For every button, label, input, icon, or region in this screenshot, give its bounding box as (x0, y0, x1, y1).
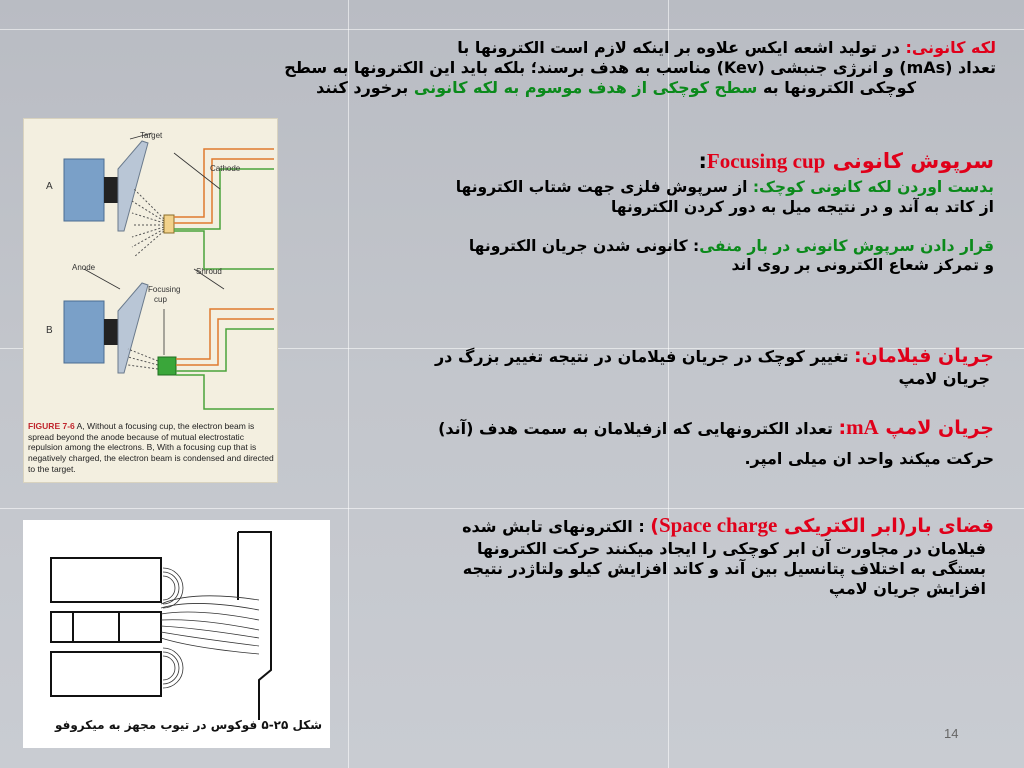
space-charge-text-4: افزایش جریان لامپ (828, 578, 986, 598)
space-charge-text-1: : الکترونهای تابش شده (462, 517, 651, 536)
space-charge-paren: (ابر الکتریکی (777, 515, 907, 537)
figure-caption (28, 421, 274, 474)
focal-spot-paragraph (16, 38, 996, 98)
cathode-label: Cathode (210, 164, 241, 173)
target-label: Target (140, 131, 163, 140)
small-focal-spot-label: بدست اوردن لکه کانونی کوچک: (752, 178, 994, 197)
focusing-cup-colon: : (698, 149, 707, 173)
space-charge-title: فضای بار (906, 515, 994, 537)
filament-current-title: جریان فیلامان: (854, 345, 994, 367)
figure-caption-text: A, Without a focusing cup, the electron beam is spread beyond the anode because of mutual electrostatic repulsion among the electrons. B, With a focusing cup that is negatively charged, the electron beam is condensed and directed to the target. (28, 421, 274, 474)
grid-line (0, 508, 1024, 509)
focus-tube-figure (23, 520, 330, 748)
focusing-cup-text-4: و تمرکز شعاع الکترونی بر روی اند (731, 256, 994, 275)
space-charge-close: ) (650, 515, 659, 537)
filament-current-text-2: جریان لامپ (898, 368, 990, 388)
focal-spot-title: لکه کانونی: (905, 38, 996, 57)
slide-number: 14 (944, 726, 959, 741)
focal-spot-highlight: سطح کوچکی از هدف موسوم به لکه کانونی (413, 78, 758, 97)
tube-current-title: جریان لامپ (878, 417, 994, 439)
focusing-cup-text-3: : کانونی شدن جریان الکترونها (468, 237, 700, 255)
focusing-cup-heading-en: Focusing cup (706, 149, 826, 173)
focusing-cup-label-2: cup (154, 295, 167, 304)
focusing-cup-text-2: از کاتد به آند و در نتیجه میل به دور کردن الکترونها (610, 197, 994, 216)
space-charge-text-3: بستگی به اختلاف پتانسیل بین آند و کاتد افزایش کیلو ولتاژدر نتیجه (462, 558, 986, 578)
tube-current-colon: : (838, 417, 847, 439)
tube-current-text: تعداد الکترونهایی که ازفیلامان به سمت هدف (آند) (438, 419, 839, 438)
filament-current-section (304, 345, 994, 389)
focal-spot-line-2: تعداد (mAs) و انرژی جنبشی (Kev) مناسب به هدف برسند؛ بلکه باید این الکترونها به سطح (284, 58, 996, 77)
anode-label: Anode (72, 263, 96, 272)
grid-line (0, 29, 1024, 30)
tube-current-unit: mA (846, 415, 879, 439)
shroud-label: Shroud (196, 267, 222, 276)
figure-bottom-caption: شکل ۲۵-۵ فوکوس در تیوب مجهز به میکروفو (54, 718, 322, 732)
space-charge-section (304, 512, 994, 599)
filament-current-text: تغییر کوچک در جریان فیلامان در نتیجه تغییر بزرگ در (434, 347, 855, 366)
focus-tube-diagram (23, 520, 330, 720)
focusing-cup-figure (23, 118, 278, 483)
figure-number: FIGURE 7-6 (28, 421, 75, 431)
negative-charge-label: قرار دادن سرپوش کانونی در بار منفی (699, 237, 994, 255)
focusing-cup-section (304, 148, 994, 276)
focusing-cup-heading-fa: سرپوش کانونی (825, 149, 994, 173)
focusing-cup-label-1: Focusing (148, 285, 181, 294)
focal-spot-line-3a: کوچکی الکترونها به (757, 78, 916, 97)
space-charge-text-2: فیلامان در مجاورت آن ابر کوچکی را ایجاد میکنند حرکت الکترونها (477, 538, 986, 558)
tube-current-text-2: حرکت میکند واحد ان میلی امپر. (744, 448, 994, 468)
tube-current-section (304, 414, 994, 469)
focusing-cup-text-1: از سرپوش فلزی جهت شتاب الکترونها (455, 178, 753, 197)
panel-b-label: B (46, 325, 53, 336)
space-charge-en: Space charge (658, 513, 778, 537)
focal-spot-line-3c: برخورد کنند (316, 78, 414, 97)
panel-a-label: A (46, 181, 53, 192)
focal-spot-text: در تولید اشعه ایکس علاوه بر اینکه لازم است الکترونها با (457, 38, 906, 57)
